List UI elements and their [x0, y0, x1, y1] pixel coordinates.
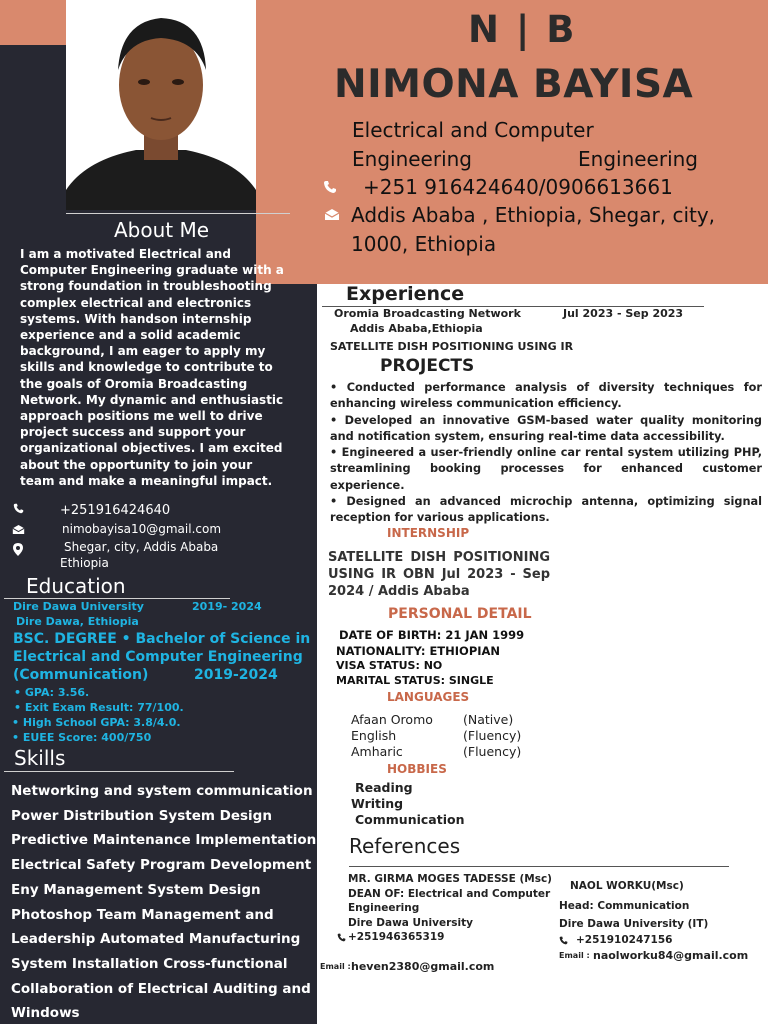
- project-line: and notification system, ensuring real-time data accessibility.: [330, 429, 725, 443]
- nationality: NATIONALITY: ETHIOPIAN: [336, 644, 501, 658]
- about-line: experience and a solid academic: [20, 328, 241, 343]
- reference-1: [348, 872, 552, 930]
- experience-location: Addis Ababa,Ethiopia: [350, 322, 483, 335]
- hobby-item: Writing: [351, 796, 404, 811]
- language-level: (Fluency): [463, 728, 522, 743]
- about-line: about the opportunity to join your: [20, 457, 253, 472]
- about-line: approach positions me well to drive: [20, 409, 263, 424]
- project-line: streamlining booking processes for enhanced customer: [330, 462, 762, 476]
- skill-item: Leadership Automated Manufacturing: [11, 931, 301, 948]
- skills-list: [11, 779, 315, 1026]
- photo-divider: [66, 213, 290, 214]
- skill-item: Photoshop Team Management and: [11, 906, 274, 923]
- profile-photo: [66, 0, 256, 210]
- reference-role: Engineering: [348, 902, 420, 914]
- date-of-birth: DATE OF BIRTH: 21 JAN 1999: [339, 628, 525, 642]
- language-level: (Native): [463, 712, 514, 727]
- about-line: organizational objectives. I am excited: [20, 441, 283, 456]
- header-phone: +251 916424640/0906613661: [363, 175, 673, 199]
- reference-2-role: Head: Communication: [559, 900, 690, 912]
- reference-2-name: NAOL WORKU(Msc): [570, 880, 684, 892]
- about-line: background, I am eager to apply my: [20, 344, 266, 359]
- education-location: Dire Dawa, Ethiopia: [16, 615, 139, 628]
- skills-divider: [4, 771, 234, 772]
- project-line: • Conducted performance analysis of diversity techniques for: [330, 381, 762, 394]
- initials: N | B: [468, 8, 577, 51]
- reference-name: MR. GIRMA MOGES TADESSE (Msc): [348, 873, 552, 885]
- experience-heading: Experience: [346, 283, 465, 305]
- skill-item: Windows: [11, 1005, 80, 1022]
- reference-2-email: naolworku84@gmail.com: [593, 949, 749, 962]
- degree-line: Electrical and Computer Engineering: [13, 649, 303, 665]
- envelope-icon: [12, 524, 25, 535]
- project-line: reception for various applications.: [330, 511, 550, 525]
- location-pin-icon: [13, 543, 23, 556]
- internship-line: 2024 / Addis Ababa: [328, 584, 470, 599]
- references-heading: References: [349, 834, 461, 858]
- projects-list: [330, 380, 762, 527]
- project-line: • Engineered a user-friendly online car rental system utilizing PHP,: [330, 446, 762, 460]
- header-address-line1: Addis Ababa , Ethiopia, Shegar, city,: [351, 203, 716, 227]
- degree-specialization: (Communication): [13, 667, 149, 683]
- phone-icon: [337, 933, 346, 942]
- reference-1-email: heven2380@gmail.com: [351, 960, 495, 973]
- phone-icon: [559, 936, 568, 945]
- experience-role: SATELLITE DISH POSITIONING USING IR: [330, 340, 574, 353]
- internship-heading: INTERNSHIP: [387, 526, 470, 540]
- contact-phone: +251916424640: [60, 503, 171, 518]
- about-line: Computer Engineering graduate with a: [20, 263, 284, 278]
- job-title-line2b: Engineering: [578, 147, 698, 171]
- reference-role: DEAN OF: Electrical and Computer: [348, 887, 551, 900]
- envelope-icon: [324, 208, 340, 221]
- contact-location-line2: Ethiopia: [60, 556, 109, 570]
- phone-icon: [13, 503, 24, 514]
- visa-status: VISA STATUS: NO: [336, 659, 443, 672]
- phone-icon: [323, 180, 337, 194]
- internship-line: USING IR OBN Jul 2023 - Sep: [328, 567, 550, 582]
- references-divider: [349, 866, 729, 867]
- skill-item: Power Distribution System Design: [11, 807, 272, 824]
- internship-line: SATELLITE DISH POSITIONING: [328, 550, 550, 565]
- education-divider: [4, 598, 230, 599]
- skill-item: Predictive Maintenance Implementation: [11, 832, 317, 849]
- language-name: English: [351, 728, 397, 743]
- gpa: • GPA: 3.56.: [14, 686, 90, 699]
- project-line: • Designed an advanced microchip antenna, optimizing signal: [330, 495, 762, 509]
- marital-status: MARITAL STATUS: SINGLE: [336, 674, 494, 687]
- hobby-item: Reading: [355, 780, 413, 795]
- reference-org: Dire Dawa University: [348, 916, 473, 929]
- skill-item: Networking and system communication: [11, 783, 313, 799]
- degree-line: BSC. DEGREE • Bachelor of Science in: [13, 631, 311, 647]
- language-name: Amharic: [351, 744, 403, 759]
- about-line: project success and support your: [20, 425, 246, 440]
- about-line: team and make a meaningful impact.: [20, 473, 273, 488]
- job-title-line2a: Engineering: [352, 147, 472, 171]
- about-text: [20, 246, 312, 489]
- about-line: complex electrical and electronics: [20, 295, 252, 310]
- exit-exam: • Exit Exam Result: 77/100.: [14, 701, 184, 714]
- languages-levels: [463, 712, 521, 760]
- full-name: NIMONA BAYISA: [334, 62, 694, 107]
- about-line: the goals of Oromia Broadcasting: [20, 376, 248, 391]
- header-address-line2: 1000, Ethiopia: [351, 232, 497, 256]
- education-years: 2019- 2024: [192, 600, 262, 613]
- reference-2-org: Dire Dawa University (IT): [559, 918, 709, 930]
- about-heading: About Me: [114, 218, 210, 242]
- project-line: experience.: [330, 478, 405, 492]
- skill-item: System Installation Cross-functional: [11, 955, 288, 972]
- hobby-item: Communication: [355, 812, 465, 827]
- reference-2-email-label: Email :: [559, 951, 590, 960]
- reference-2-phone: +251910247156: [576, 934, 673, 946]
- about-line: systems. With handson internship: [20, 311, 252, 326]
- about-line: I am a motivated Electrical and: [20, 247, 231, 261]
- languages-names: [351, 712, 433, 760]
- skills-heading: Skills: [14, 746, 66, 770]
- education-degree: [13, 630, 310, 684]
- about-line: Network. My dynamic and enthusiastic: [20, 392, 284, 407]
- reference-1-phone: +251946365319: [348, 931, 445, 943]
- euee-score: • EUEE Score: 400/750: [12, 731, 152, 744]
- languages-heading: LANGUAGES: [387, 690, 470, 704]
- about-line: skills and knowledge to contribute to: [20, 360, 273, 375]
- projects-heading: PROJECTS: [380, 356, 475, 376]
- experience-dates: Jul 2023 - Sep 2023: [563, 307, 684, 320]
- language-name: Afaan Oromo: [351, 712, 433, 727]
- top-accent-band: [0, 0, 66, 45]
- hobbies-heading: HOBBIES: [387, 762, 447, 776]
- personal-heading: PERSONAL DETAIL: [388, 606, 532, 622]
- degree-years: 2019-2024: [194, 667, 278, 683]
- project-line: enhancing wireless communication efficiency.: [330, 397, 622, 411]
- education-heading: Education: [26, 574, 126, 598]
- experience-company: Oromia Broadcasting Network: [334, 307, 521, 320]
- contact-location-line1: Shegar, city, Addis Ababa: [64, 540, 219, 554]
- skill-item: Collaboration of Electrical Auditing and: [11, 980, 311, 997]
- internship-details: [328, 549, 550, 600]
- job-title-line1: Electrical and Computer: [352, 118, 594, 142]
- skill-item: Electrical Safety Program Development: [11, 857, 312, 874]
- high-school-gpa: • High School GPA: 3.8/4.0.: [12, 716, 181, 729]
- skill-item: Eny Management System Design: [11, 881, 261, 898]
- contact-email: nimobayisa10@gmail.com: [62, 522, 222, 536]
- language-level: (Fluency): [463, 744, 522, 759]
- project-line: • Developed an innovative GSM-based water quality monitoring: [330, 413, 762, 427]
- education-scores: [14, 685, 184, 745]
- education-school: Dire Dawa University: [13, 600, 144, 613]
- about-line: strong foundation in troubleshooting: [20, 279, 272, 294]
- reference-1-email-label: Email :: [320, 962, 351, 971]
